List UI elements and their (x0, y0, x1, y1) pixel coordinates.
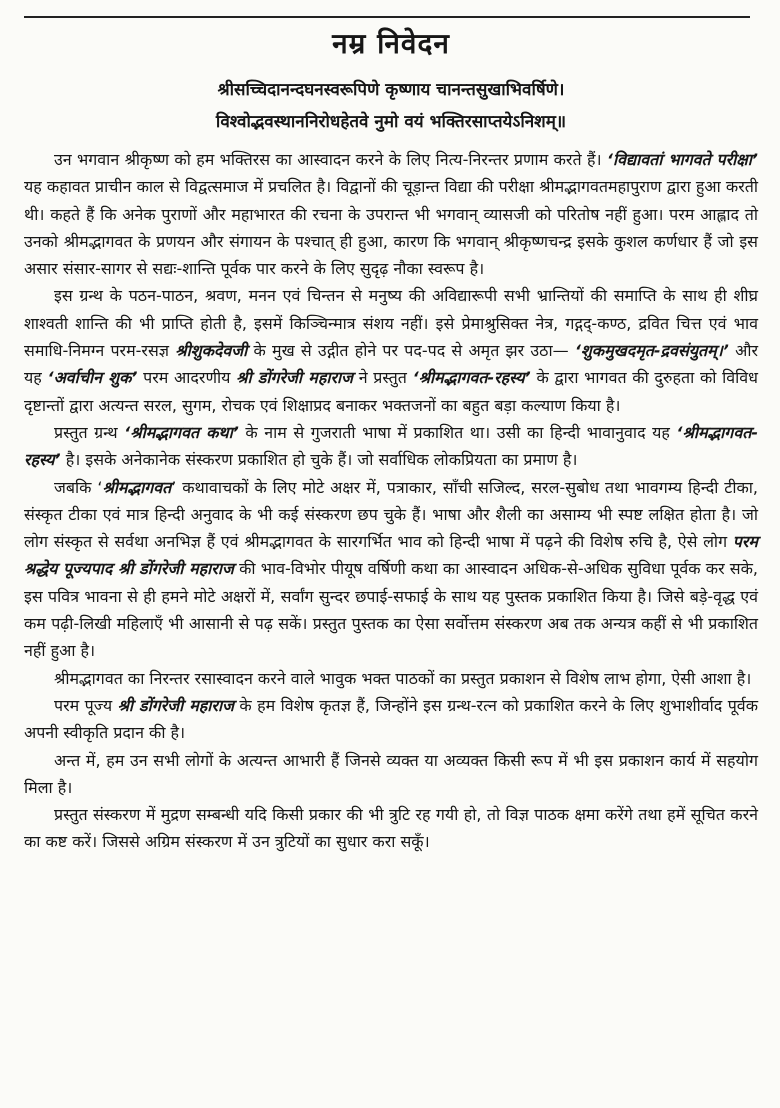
text-run: के द्वारा भागवत की दुरुहता को विविध दृष्टान्तों द्वारा अत्यन्त सरल, सुगम, रोचक एवं शिक्षाप्रद बनाकर भक्तजनों का बहुत बड़ा कल्याण किया है। (24, 368, 759, 415)
quote-verse: ‘शुकमुखदमृत-द्रवसंयुतम्।’ (574, 341, 729, 361)
paragraph-4 (24, 474, 758, 665)
page-title: नम्र निवेदन (332, 27, 450, 60)
verse-line-2: विश्वोद्भवस्थाननिरोधहेतवे नुमो वयं भक्तिरसाप्तयेऽनिशम्॥ (215, 112, 567, 132)
paragraph-1 (24, 146, 758, 282)
paragraph-3 (24, 419, 758, 474)
text-run: के मुख से उद्गीत होने पर पद-पद से अमृत झर उठा— (247, 341, 575, 361)
name-dongreji: श्री डोंगरेजी महाराज (117, 695, 234, 715)
text-run: ’ कथावाचकों के लिए मोटे अक्षर में, पत्राकार, साँची सजिल्द, सरल-सुबोध तथा भावगम्य हिन्दी टीका, संस्कृत टीका एवं मात्र हिन्दी अनुवाद के भी कई संस्करण छप चुके हैं। भाषा और शैली का असाम्य भी स्पष्ट लक्षित होता है। जो लोग संस्कृत से सर्वथा अनभिज्ञ हैं एवं श्रीमद्भागवत के सारगर्भित भाव को हिन्दी भाषा में पढ़ने की विशेष रुचि है, ऐसे लोग (24, 477, 758, 552)
text-run: यह कहावत प्राचीन काल से विद्वत्समाज में प्रचलित है। विद्वानों की चूड़ान्त विद्या की परीक्षा श्रीमद्भागवतमहापुराण द्वारा हुआ करती थी। कहते हैं कि अनेक पुराणों और महाभारत की रचना के उपरान्त भी भगवान् व्यासजी को परितोष नहीं हुआ। परम आह्लाद तो उनको श्रीमद्भागवत के प्रणयन और संगायन के पश्चात् ही हुआ, कारण कि भगवान् श्रीकृष्णचन्द्र इसके कुशल कर्णधार हैं जो इस असार संसार-सागर से सद्यः-शान्ति पूर्वक पार करने के लिए सुदृढ़ नौका स्वरूप है। (24, 177, 758, 279)
text-run: परम आदरणीय (137, 368, 237, 388)
top-rule (24, 16, 750, 18)
paragraph-2 (24, 282, 758, 418)
body-text (24, 146, 758, 856)
text-run: उन भगवान श्रीकृष्ण को हम भक्तिरस का आस्वादन करने के लिए नित्य-निरन्तर प्रणाम करते हैं। (54, 150, 607, 169)
book-title: ‘श्रीमद्भागवत कथा’ (124, 422, 239, 442)
book-title: श्रीमद्भागवत (102, 477, 172, 497)
paragraph-7: अन्त में, हम उन सभी लोगों के अत्यन्त आभारी हैं जिनसे व्यक्त या अव्यक्त किसी रूप में भी इस प्रकाशन कार्य में सहयोग मिला है। (24, 750, 758, 797)
name-dongreji: श्री डोंगरेजी महाराज (236, 368, 354, 388)
quote-proverb: ‘विद्यावतां भागवते परीक्षा’ (606, 150, 758, 169)
quote-arvachin-shuk: ‘अर्वाचीन शुक’ (47, 368, 138, 388)
text-run: प्रस्तुत ग्रन्थ (54, 422, 125, 442)
book-title: ‘श्रीमद्भागवत-रहस्य’ (412, 368, 531, 388)
name-shukdev: श्रीशुकदेवजी (175, 341, 248, 361)
text-run: के हम विशेष कृतज्ञ हैं, जिन्होंने इस ग्रन्थ-रत्न को प्रकाशित करने के लिए शुभाशीर्वाद पूर्वक अपनी स्वीकृति प्रदान की है। (24, 695, 758, 743)
book-title: ‘श्रीमद्भागवत-रहस्य’ (24, 422, 758, 470)
text-run: इस ग्रन्थ के पठन-पाठन, श्रवण, मनन एवं चिन्तन से मनुष्य की अविद्यारूपी सभी भ्रान्तियों की समाप्ति के साथ ही शीघ्र शाश्वती शान्ति की भी प्राप्ति होती है, इसमें किञ्चिन्मात्र संशय नहीं। इसे प्रेमाश्रुसिक्त नेत्र, गद्गद्-कण्ठ, द्रवित चित्त एवं भाव समाधि-निमग्न परम-रसज्ञ (24, 286, 758, 361)
text-run: की भाव-विभोर पीयूष वर्षिणी कथा का आस्वादन अधिक-से-अधिक सुविधा पूर्वक कर सके, इस पवित्र भावना से ही हमने मोटे अक्षरों में, सर्वांग सुन्दर छपाई-सफाई के साथ यह पुस्तक प्रकाशित किया है। जिसे बड़े-वृद्ध एवं कम पढ़ी-लिखी महिलाएँ भी आसानी से पढ़ सकें। प्रस्तुत पुस्तक का ऐसा सर्वोत्तम संस्करण अब तक अन्यत्र कहीं से भी प्रकाशित नहीं हुआ है। (24, 559, 758, 661)
text-run: परम पूज्य (54, 695, 118, 715)
paragraph-6 (24, 692, 758, 747)
text-run: है। इसके अनेकानेक संस्करण प्रकाशित हो चुके हैं। जो सर्वाधिक लोकप्रियता का प्रमाण है। (60, 450, 578, 470)
text-run: और यह (24, 341, 758, 388)
text-run: ने प्रस्तुत (353, 368, 413, 388)
verse-line-1: श्रीसच्चिदानन्दघनस्वरूपिणे कृष्णाय चानन्तसुखाभिवर्षिणे। (217, 80, 565, 100)
name-dongreji: परम श्रद्धेय पूज्यपाद श्री डोंगरेजी महाराज (24, 532, 758, 579)
paragraph-8: प्रस्तुत संस्करण में मुद्रण सम्बन्धी यदि किसी प्रकार की भी त्रुटि रह गयी हो, तो विज्ञ पाठक क्षमा करेंगे तथा हमें सूचित करने का कष्ट करें। जिससे अग्रिम संस्करण में उन त्रुटियों का सुधार करा सकूँ। (24, 805, 758, 852)
paragraph-5: श्रीमद्भागवत का निरन्तर रसास्वादन करने वाले भावुक भक्त पाठकों का प्रस्तुत प्रकाशन से विशेष लाभ होगा, ऐसी आशा है। (54, 668, 752, 688)
text-run: के नाम से गुजराती भाषा में प्रकाशित था। उसी का हिन्दी भावानुवाद यह (238, 422, 677, 442)
text-run: जबकि ‘ (54, 477, 103, 497)
